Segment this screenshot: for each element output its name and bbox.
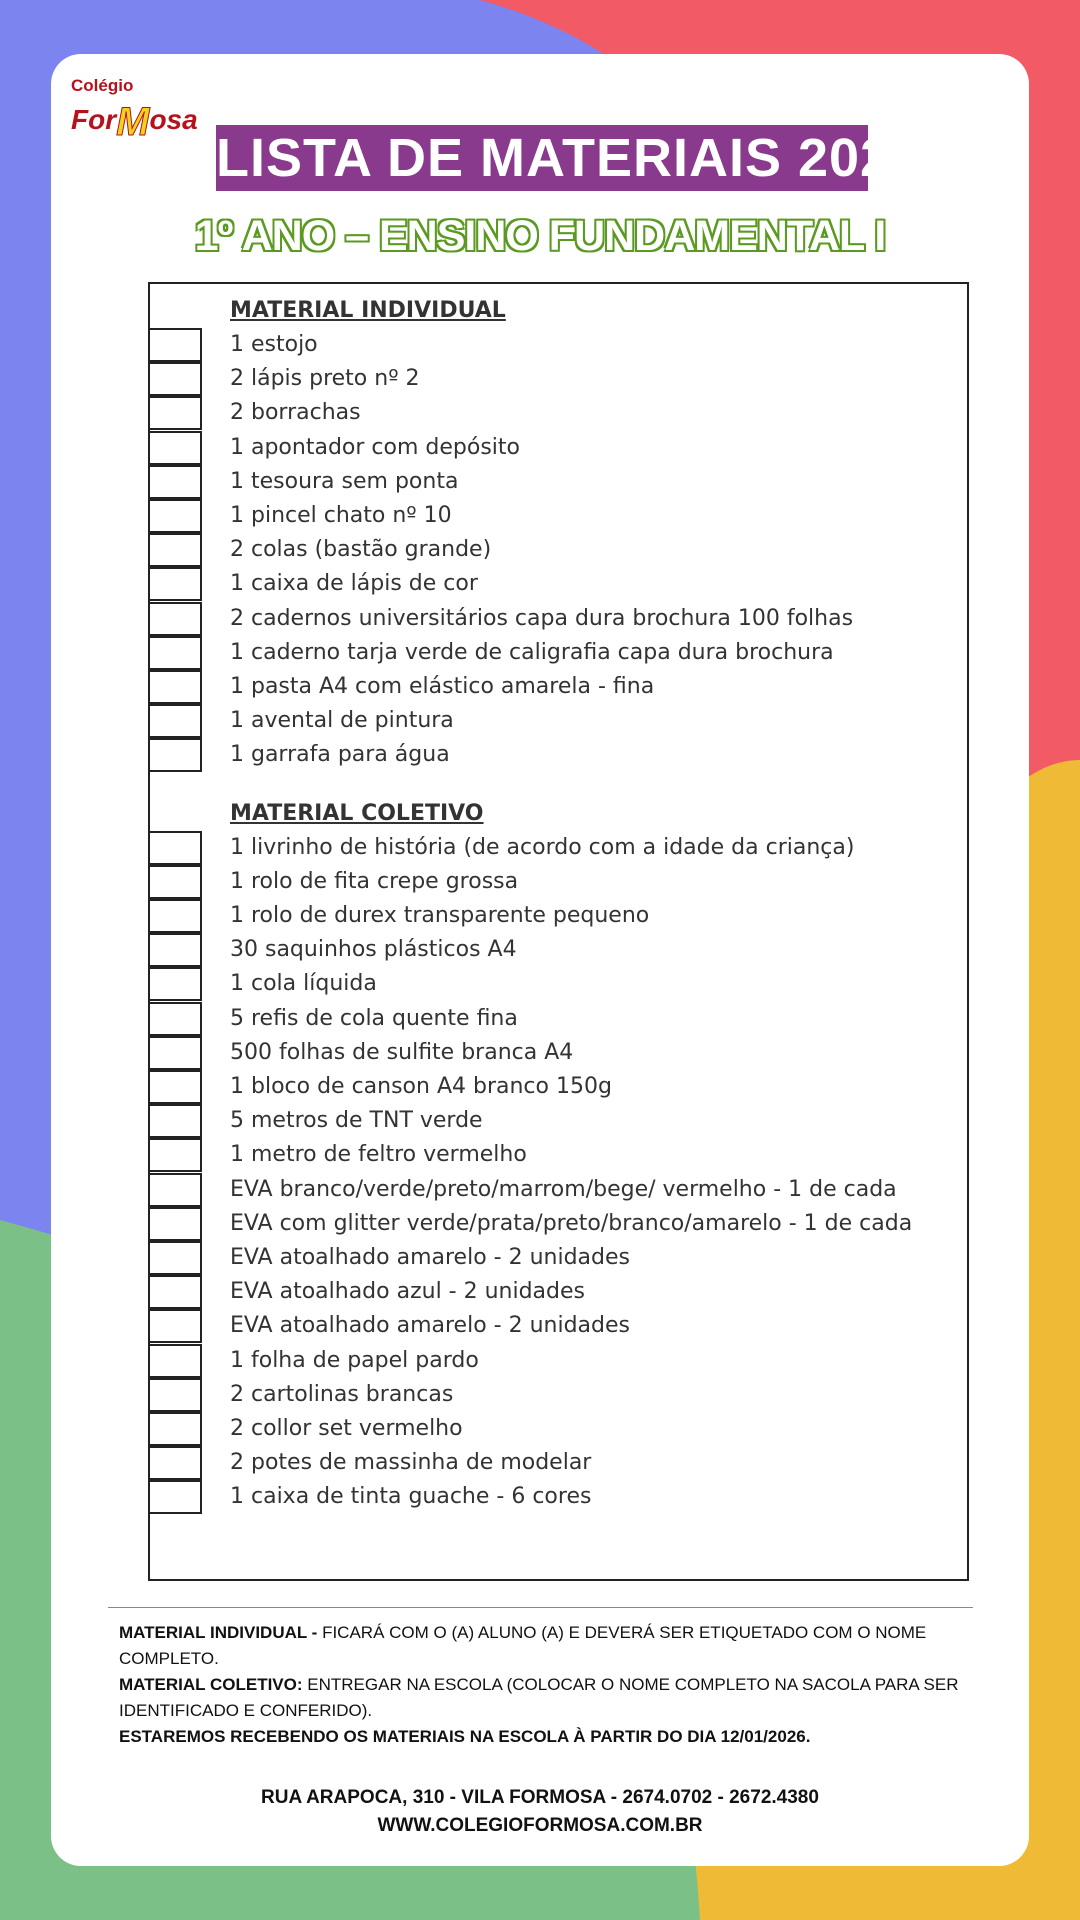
section-heading-coletivo: MATERIAL COLETIVO — [230, 800, 484, 826]
document-card — [51, 54, 1029, 1866]
coletivo-row — [150, 1412, 950, 1446]
page-title: LISTA DE MATERIAIS 2026 — [216, 125, 868, 191]
page-subtitle: 1º ANO – ENSINO FUNDAMENTAL I — [194, 212, 886, 260]
individual-item: 1 tesoura sem ponta — [230, 468, 459, 494]
coletivo-item: 30 saquinhos plásticos A4 — [230, 937, 517, 963]
individual-item: 2 colas (bastão grande) — [230, 537, 492, 563]
checkbox[interactable] — [150, 704, 202, 738]
coletivo-item: 1 bloco de canson A4 branco 150g — [230, 1074, 612, 1099]
coletivo-item: 1 livrinho de história (de acordo com a idade da criança) — [230, 834, 855, 860]
coletivo-item: EVA atoalhado azul - 2 unidades — [230, 1279, 585, 1305]
coletivo-row — [150, 1378, 950, 1412]
checkbox[interactable] — [150, 1173, 202, 1207]
coletivo-row — [150, 1446, 950, 1480]
individual-row — [150, 533, 950, 567]
coletivo-item: 1 rolo de durex transparente pequeno — [230, 903, 650, 928]
coletivo-item: 500 folhas de sulfite branca A4 — [230, 1039, 574, 1065]
coletivo-item: 1 cola líquida — [230, 971, 377, 997]
note-receiving-text: ESTAREMOS RECEBENDO OS MATERIAIS NA ESCOLA À PARTIR DO DIA 12/01/2026. — [119, 1727, 811, 1746]
checkbox[interactable] — [150, 1036, 202, 1070]
school-logo — [71, 76, 211, 144]
coletivo-row — [150, 1036, 950, 1070]
checkbox[interactable] — [150, 831, 202, 865]
checkbox[interactable] — [150, 899, 202, 933]
individual-item: 1 caixa de lápis de cor — [230, 571, 478, 597]
individual-row — [150, 465, 950, 499]
coletivo-item: 2 collor set vermelho — [230, 1416, 463, 1441]
coletivo-row — [150, 1344, 950, 1378]
checkbox[interactable] — [150, 1104, 202, 1138]
individual-item: 2 lápis preto nº 2 — [230, 366, 420, 392]
checkbox[interactable] — [150, 602, 202, 636]
individual-row — [150, 567, 950, 601]
coletivo-item: 2 cartolinas brancas — [230, 1381, 454, 1407]
coletivo-item: 1 folha de papel pardo — [230, 1347, 479, 1373]
logo-brand — [71, 94, 198, 144]
note-receiving — [119, 1724, 969, 1750]
coletivo-row — [150, 967, 950, 1001]
checkbox[interactable] — [150, 1480, 202, 1514]
individual-row — [150, 704, 950, 738]
individual-row — [150, 738, 950, 772]
coletivo-row — [150, 933, 950, 967]
checkbox[interactable] — [150, 738, 202, 772]
coletivo-row — [150, 1480, 950, 1514]
individual-item: 1 garrafa para água — [230, 742, 450, 768]
individual-item: 1 avental de pintura — [230, 708, 454, 734]
logo-brand-a: For — [71, 104, 117, 135]
coletivo-item: 1 rolo de fita crepe grossa — [230, 868, 519, 894]
note-individual-text: FICARÁ COM O (A) ALUNO (A) E DEVERÁ SER ETIQUETADO COM O NOME COMPLETO. — [119, 1623, 927, 1668]
checkbox[interactable] — [150, 1309, 202, 1343]
coletivo-row — [150, 1173, 950, 1207]
note-individual-label: MATERIAL INDIVIDUAL - — [119, 1623, 318, 1642]
individual-item: 1 estojo — [230, 332, 318, 357]
checkbox[interactable] — [150, 1241, 202, 1275]
coletivo-item: EVA atoalhado amarelo - 2 unidades — [230, 1245, 630, 1270]
checkbox[interactable] — [150, 1207, 202, 1241]
section-heading-individual: MATERIAL INDIVIDUAL — [230, 298, 506, 323]
checkbox[interactable] — [150, 1446, 202, 1480]
checkbox[interactable] — [150, 636, 202, 670]
coletivo-row — [150, 1070, 950, 1104]
checkbox[interactable] — [150, 362, 202, 396]
checkbox[interactable] — [150, 670, 202, 704]
coletivo-item: 2 potes de massinha de modelar — [230, 1450, 592, 1476]
individual-row — [150, 670, 950, 704]
individual-item: 1 pasta A4 com elástico amarela - fina — [230, 674, 655, 699]
divider — [108, 1607, 973, 1608]
coletivo-row — [150, 1309, 950, 1343]
checkbox[interactable] — [150, 396, 202, 430]
coletivo-row — [150, 1104, 950, 1138]
individual-item: 2 cadernos universitários capa dura brochura 100 folhas — [230, 605, 854, 631]
checkbox[interactable] — [150, 1138, 202, 1172]
checkbox[interactable] — [150, 1002, 202, 1036]
checkbox[interactable] — [150, 1378, 202, 1412]
individual-item: 1 caderno tarja verde de caligrafia capa dura brochura — [230, 639, 834, 665]
individual-row — [150, 431, 950, 465]
coletivo-item: EVA branco/verde/preto/marrom/bege/ vermelho - 1 de cada — [230, 1176, 897, 1202]
materials-list — [148, 282, 969, 1581]
individual-row — [150, 602, 950, 636]
coletivo-item: 1 caixa de tinta guache - 6 cores — [230, 1484, 592, 1510]
checkbox[interactable] — [150, 1275, 202, 1309]
coletivo-row — [150, 1275, 950, 1309]
individual-row — [150, 636, 950, 670]
checkbox[interactable] — [150, 1412, 202, 1446]
coletivo-row — [150, 899, 950, 933]
checkbox[interactable] — [150, 1070, 202, 1104]
checkbox[interactable] — [150, 567, 202, 601]
coletivo-row — [150, 1138, 950, 1172]
coletivo-item: EVA atoalhado amarelo - 2 unidades — [230, 1313, 630, 1339]
checkbox[interactable] — [150, 967, 202, 1001]
notes — [119, 1620, 969, 1750]
checkbox[interactable] — [150, 499, 202, 533]
individual-item: 1 apontador com depósito — [230, 434, 520, 460]
individual-item: 1 pincel chato nº 10 — [230, 503, 452, 528]
footer-address: RUA ARAPOCA, 310 - VILA FORMOSA - 2674.0702 - 2672.4380 — [261, 1787, 819, 1808]
coletivo-row — [150, 1002, 950, 1036]
coletivo-item: 5 refis de cola quente fina — [230, 1005, 518, 1031]
checkbox[interactable] — [150, 933, 202, 967]
checkbox[interactable] — [150, 465, 202, 499]
coletivo-row — [150, 865, 950, 899]
individual-item: 2 borrachas — [230, 400, 361, 426]
coletivo-row — [150, 831, 950, 865]
coletivo-row — [150, 1241, 950, 1275]
note-coletivo — [119, 1672, 969, 1724]
coletivo-item: 5 metros de TNT verde — [230, 1108, 483, 1134]
checkbox[interactable] — [150, 328, 202, 362]
note-coletivo-text: ENTREGAR NA ESCOLA (COLOCAR O NOME COMPLETO NA SACOLA PARA SER IDENTIFICADO E CONFERIDO). — [119, 1675, 959, 1720]
note-individual — [119, 1620, 969, 1672]
coletivo-item: 1 metro de feltro vermelho — [230, 1142, 527, 1168]
individual-row — [150, 499, 950, 533]
coletivo-row — [150, 1207, 950, 1241]
individual-row — [150, 396, 950, 430]
checkbox[interactable] — [150, 865, 202, 899]
checkbox[interactable] — [150, 533, 202, 567]
logo-brand-b: osa — [149, 104, 198, 135]
footer-website: WWW.COLEGIOFORMOSA.COM.BR — [377, 1815, 703, 1836]
individual-row — [150, 328, 950, 362]
logo-top-text: Colégio — [71, 76, 134, 95]
individual-row — [150, 362, 950, 396]
logo-brand-m: M — [116, 100, 150, 144]
checkbox[interactable] — [150, 1344, 202, 1378]
coletivo-item: EVA com glitter verde/prata/preto/branco/amarelo - 1 de cada — [230, 1210, 913, 1236]
checkbox[interactable] — [150, 431, 202, 465]
note-coletivo-label: MATERIAL COLETIVO: — [119, 1675, 303, 1694]
